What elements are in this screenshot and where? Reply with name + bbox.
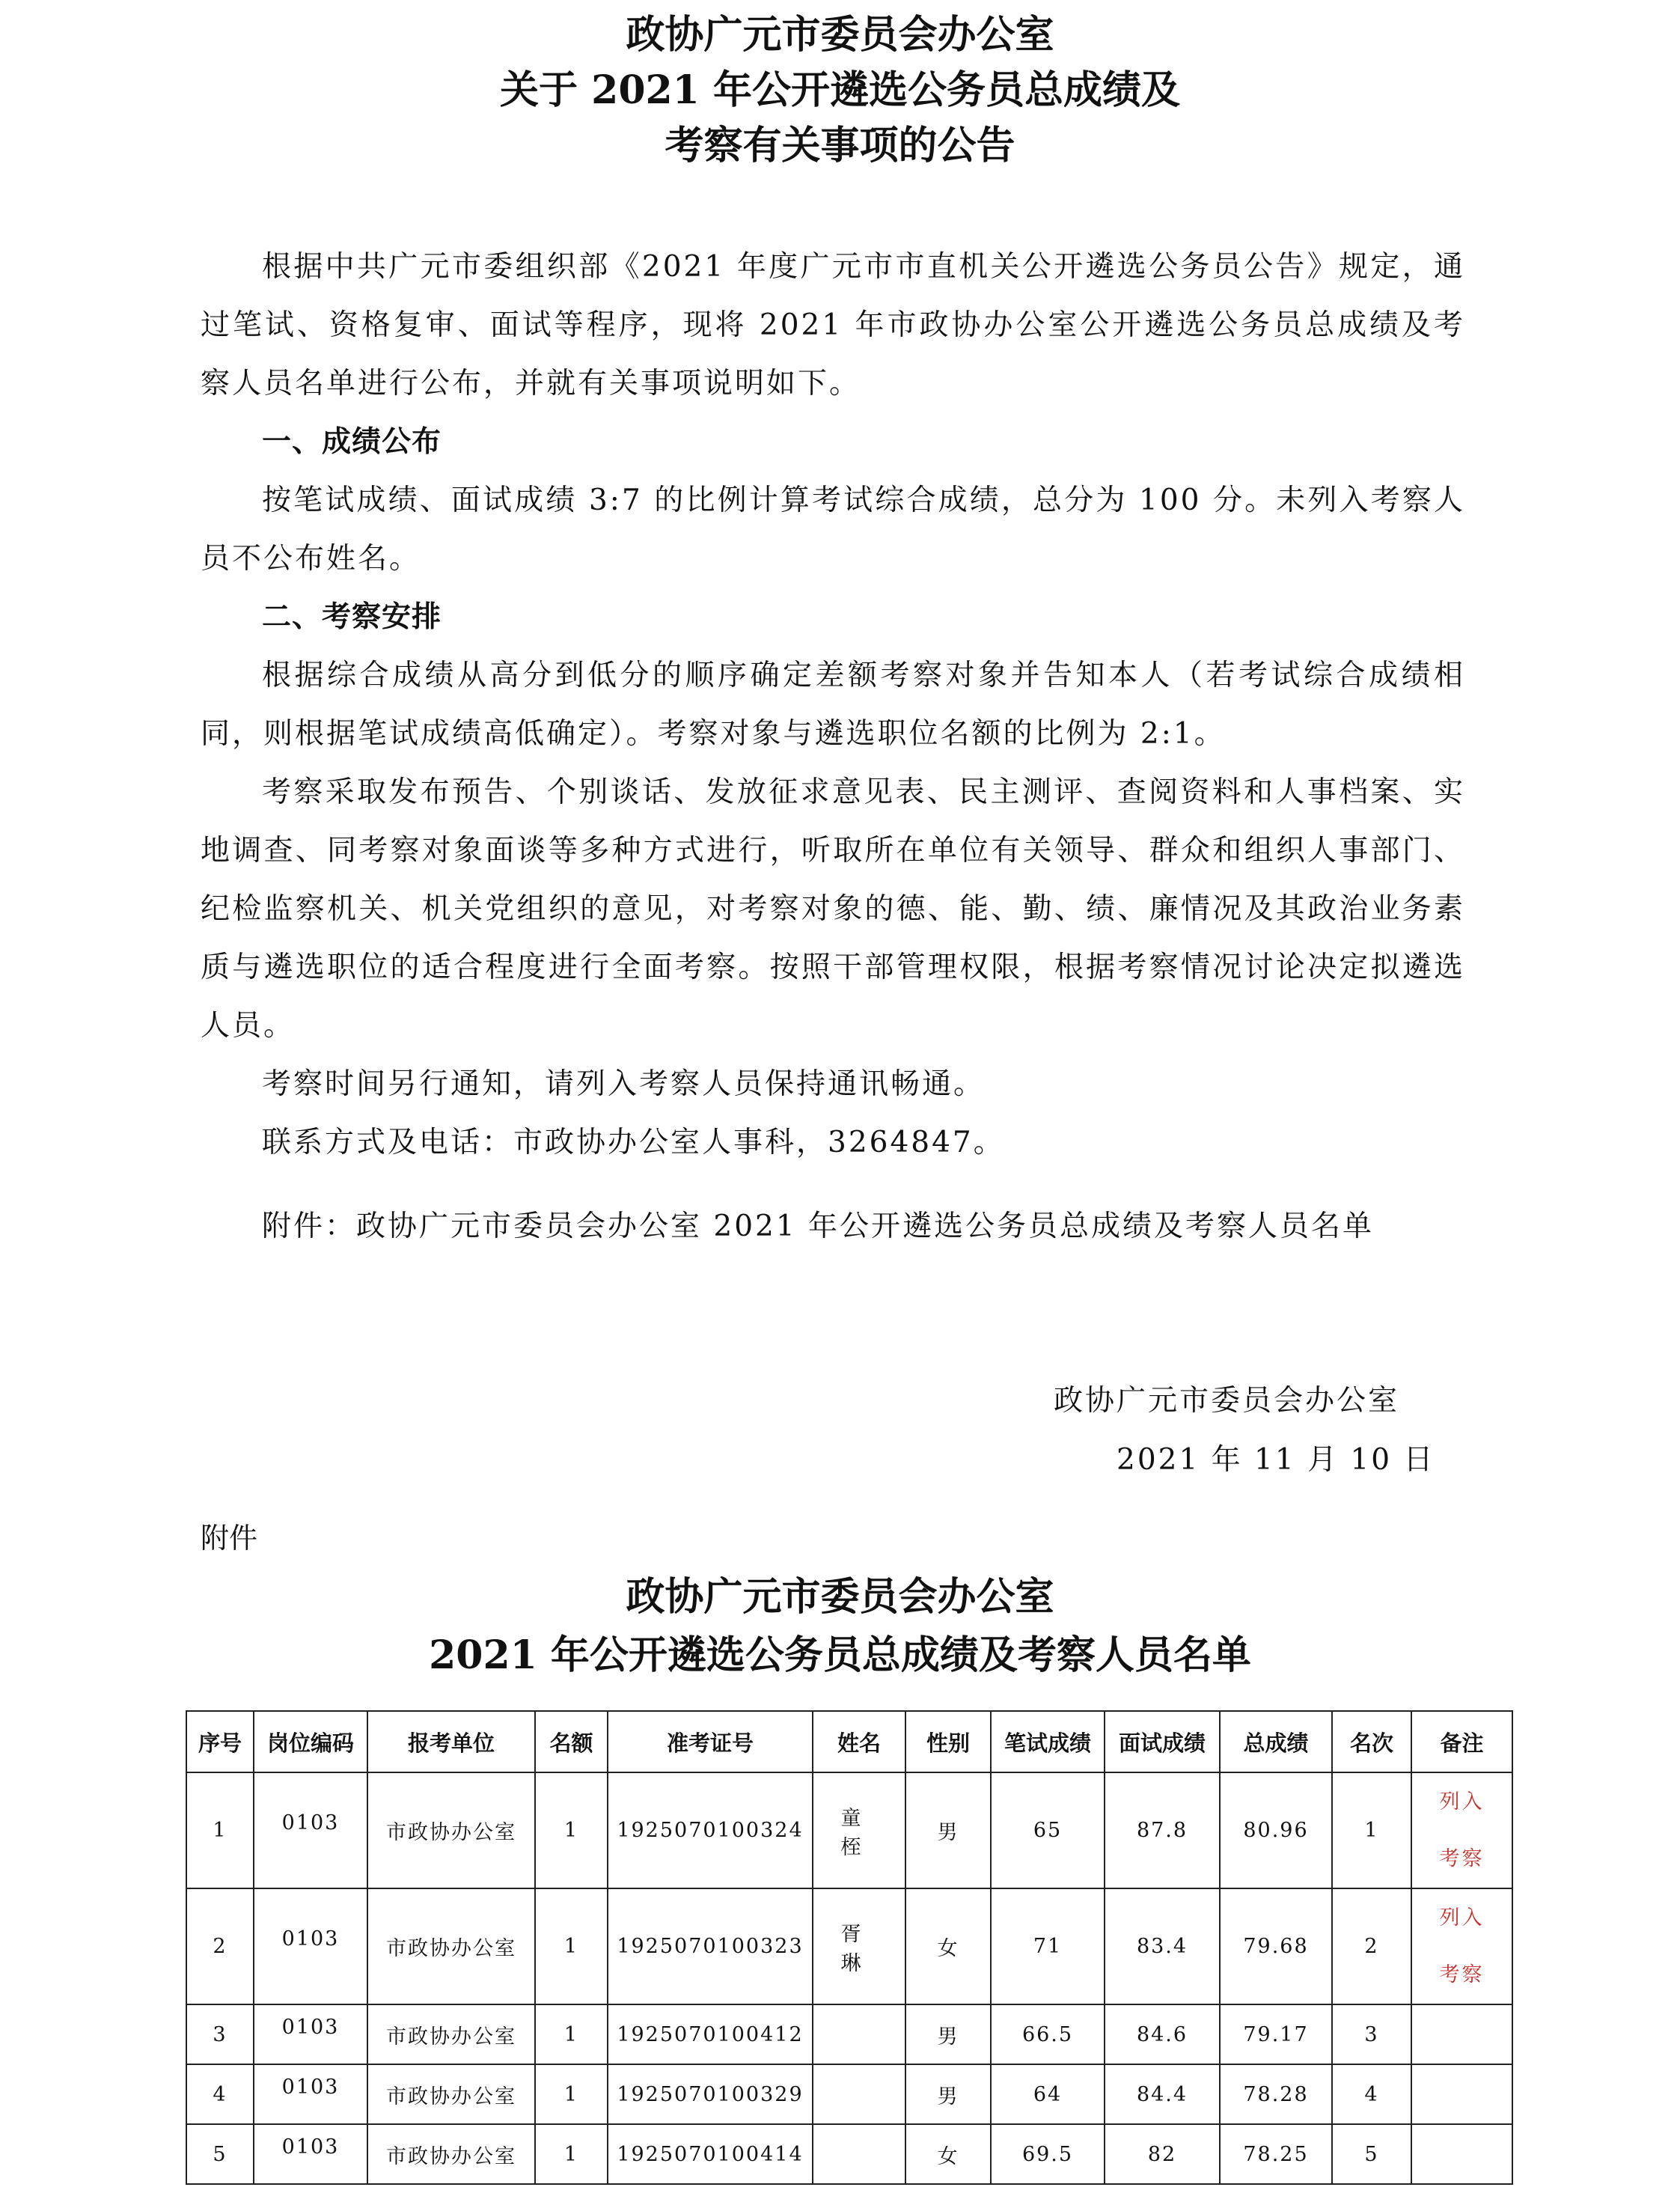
- cell-quota: 1: [535, 2064, 608, 2124]
- cell-interview: 87.8: [1105, 1772, 1220, 1888]
- cell-rank: 2: [1332, 1888, 1411, 2004]
- cell-code-text: 0103: [281, 2135, 340, 2159]
- cell-interview: 84.6: [1105, 2004, 1220, 2064]
- cell-code: [254, 2124, 367, 2184]
- cell-interview: 83.4: [1105, 1888, 1220, 2004]
- cell-exam-id: 1925070100412: [608, 2004, 813, 2064]
- note-line-2: 考察: [1439, 1846, 1485, 1870]
- cell-unit: 市政协办公室: [367, 2064, 535, 2124]
- title-line-2: 关于 2021 年公开遴选公务员总成绩及: [500, 67, 1180, 113]
- cell-code: [254, 2064, 367, 2124]
- cell-quota: 1: [535, 2004, 608, 2064]
- cell-rank: 3: [1332, 2004, 1411, 2064]
- cell-no: 2: [186, 1888, 254, 2004]
- cell-code: [254, 1888, 367, 2004]
- cell-code-text: 0103: [281, 2015, 340, 2039]
- section1-heading: 一、成绩公布: [262, 425, 442, 459]
- cell-exam-id: 1925070100329: [608, 2064, 813, 2124]
- cell-name-text: 童 桎: [840, 1806, 878, 1859]
- note-line-1: 列入: [1439, 1906, 1485, 1930]
- cell-name: [813, 2004, 905, 2064]
- header-cell: 性别: [905, 1711, 991, 1772]
- header-cell: 名次: [1332, 1711, 1411, 1772]
- cell-note: [1411, 2064, 1512, 2124]
- header-cell: 备注: [1411, 1711, 1512, 1772]
- section2-paragraph-2: 考察采取发布预告、个别谈话、发放征求意见表、民主测评、查阅资料和人事档案、实地调查、同考察对象面谈等多种方式进行，听取所在单位有关领导、群众和组织人事部门、纪检监察机关、机关党组织的意见，对考察对象的德、能、勤、绩、廉情况及其政治业务素质与遴选职位的适合程度进行全面考察。按照干部管理权限，根据考察情况讨论决定拟遴选人员。: [201, 775, 1465, 1043]
- cell-code-text: 0103: [281, 2075, 340, 2099]
- score-table: [186, 1710, 1513, 2185]
- note-line-2: 考察: [1439, 1963, 1485, 1986]
- cell-total: 78.25: [1220, 2124, 1332, 2184]
- cell-code-text: 0103: [281, 1811, 340, 1835]
- cell-unit: 市政协办公室: [367, 2004, 535, 2064]
- cell-name-text: 胥 琳: [840, 1922, 878, 1975]
- cell-note: [1411, 1888, 1512, 2004]
- section2-heading: 二、考察安排: [262, 600, 442, 634]
- note-line-1: 列入: [1439, 1790, 1485, 1814]
- cell-unit: 市政协办公室: [367, 2124, 535, 2184]
- cell-total: 80.96: [1220, 1772, 1332, 1888]
- intro-paragraph: 根据中共广元市委组织部《2021 年度广元市市直机关公开遴选公务员公告》规定，通过笔试、资格复审、面试等程序，现将 2021 年市政协办公室公开遴选公务员总成绩及考察人员名单进行公布，并就有关事项说明如下。: [201, 250, 1465, 400]
- cell-rank: 5: [1332, 2124, 1411, 2184]
- cell-gender: 男: [905, 2004, 991, 2064]
- cell-total: 79.17: [1220, 2004, 1332, 2064]
- list-title-line-2: 2021 年公开遴选公务员总成绩及考察人员名单: [429, 1632, 1251, 1678]
- cell-code: [254, 2004, 367, 2064]
- cell-note: [1411, 2124, 1512, 2184]
- list-title-line-1: 政协广元市委员会办公室: [626, 1574, 1054, 1620]
- title-line-1: 政协广元市委员会办公室: [626, 12, 1054, 58]
- header-cell: 报考单位: [367, 1711, 535, 1772]
- attachment-label: 附件: [201, 1522, 258, 1555]
- cell-no: 1: [186, 1772, 254, 1888]
- header-cell: 岗位编码: [254, 1711, 367, 1772]
- cell-written: 64: [991, 2064, 1105, 2124]
- table-row: [186, 2124, 1512, 2184]
- cell-code: [254, 1772, 367, 1888]
- cell-written: 65: [991, 1772, 1105, 1888]
- cell-gender: 男: [905, 1772, 991, 1888]
- table-row: [186, 1772, 1512, 1888]
- cell-code-text: 0103: [281, 1927, 340, 1951]
- list-title: [0, 1568, 1680, 1685]
- cell-rank: 1: [1332, 1772, 1411, 1888]
- table-row: [186, 1888, 1512, 2004]
- cell-name: [813, 2064, 905, 2124]
- header-cell: 姓名: [813, 1711, 905, 1772]
- cell-total: 79.68: [1220, 1888, 1332, 2004]
- header-cell: 准考证号: [608, 1711, 813, 1772]
- section2-paragraph-1: 根据综合成绩从高分到低分的顺序确定差额考察对象并告知本人（若考试综合成绩相同，则根据笔试成绩高低确定）。考察对象与遴选职位名额的比例为 2:1。: [201, 659, 1465, 751]
- cell-interview: 82: [1105, 2124, 1220, 2184]
- signature-date: 2021 年 11 月 10 日: [1117, 1443, 1435, 1477]
- cell-quota: 1: [535, 1888, 608, 2004]
- signature-org: 政协广元市委员会办公室: [1054, 1384, 1400, 1418]
- cell-no: 4: [186, 2064, 254, 2124]
- cell-quota: 1: [535, 2124, 608, 2184]
- document-body: [201, 238, 1465, 1172]
- cell-interview: 84.4: [1105, 2064, 1220, 2124]
- cell-gender: 女: [905, 2124, 991, 2184]
- cell-note: [1411, 2004, 1512, 2064]
- title-line-3: 考察有关事项的公告: [665, 123, 1015, 168]
- cell-exam-id: 1925070100414: [608, 2124, 813, 2184]
- table-header-row: [186, 1711, 1512, 1772]
- cell-rank: 4: [1332, 2064, 1411, 2124]
- cell-quota: 1: [535, 1772, 608, 1888]
- table-row: [186, 2064, 1512, 2124]
- header-cell: 名额: [535, 1711, 608, 1772]
- header-cell: 序号: [186, 1711, 254, 1772]
- contact-paragraph: 联系方式及电话：市政协办公室人事科，3264847。: [262, 1126, 1005, 1159]
- cell-exam-id: 1925070100324: [608, 1772, 813, 1888]
- cell-written: 71: [991, 1888, 1105, 2004]
- cell-exam-id: 1925070100323: [608, 1888, 813, 2004]
- cell-unit: 市政协办公室: [367, 1888, 535, 2004]
- cell-note: [1411, 1772, 1512, 1888]
- cell-no: 3: [186, 2004, 254, 2064]
- cell-written: 66.5: [991, 2004, 1105, 2064]
- header-cell: 总成绩: [1220, 1711, 1332, 1772]
- cell-name: [813, 2124, 905, 2184]
- document-title: [0, 7, 1680, 174]
- section2-paragraph-3: 考察时间另行通知，请列入考察人员保持通讯畅通。: [262, 1067, 986, 1101]
- cell-name: [813, 1772, 905, 1888]
- cell-no: 5: [186, 2124, 254, 2184]
- table-row: [186, 2004, 1512, 2064]
- attachment-line: 附件：政协广元市委员会办公室 2021 年公开遴选公务员总成绩及考察人员名单: [262, 1210, 1375, 1243]
- cell-gender: 男: [905, 2064, 991, 2124]
- cell-name: [813, 1888, 905, 2004]
- cell-total: 78.28: [1220, 2064, 1332, 2124]
- section1-paragraph: 按笔试成绩、面试成绩 3:7 的比例计算考试综合成绩，总分为 100 分。未列入考察人员不公布姓名。: [201, 484, 1465, 576]
- cell-written: 69.5: [991, 2124, 1105, 2184]
- header-cell: 笔试成绩: [991, 1711, 1105, 1772]
- cell-unit: 市政协办公室: [367, 1772, 535, 1888]
- cell-gender: 女: [905, 1888, 991, 2004]
- header-cell: 面试成绩: [1105, 1711, 1220, 1772]
